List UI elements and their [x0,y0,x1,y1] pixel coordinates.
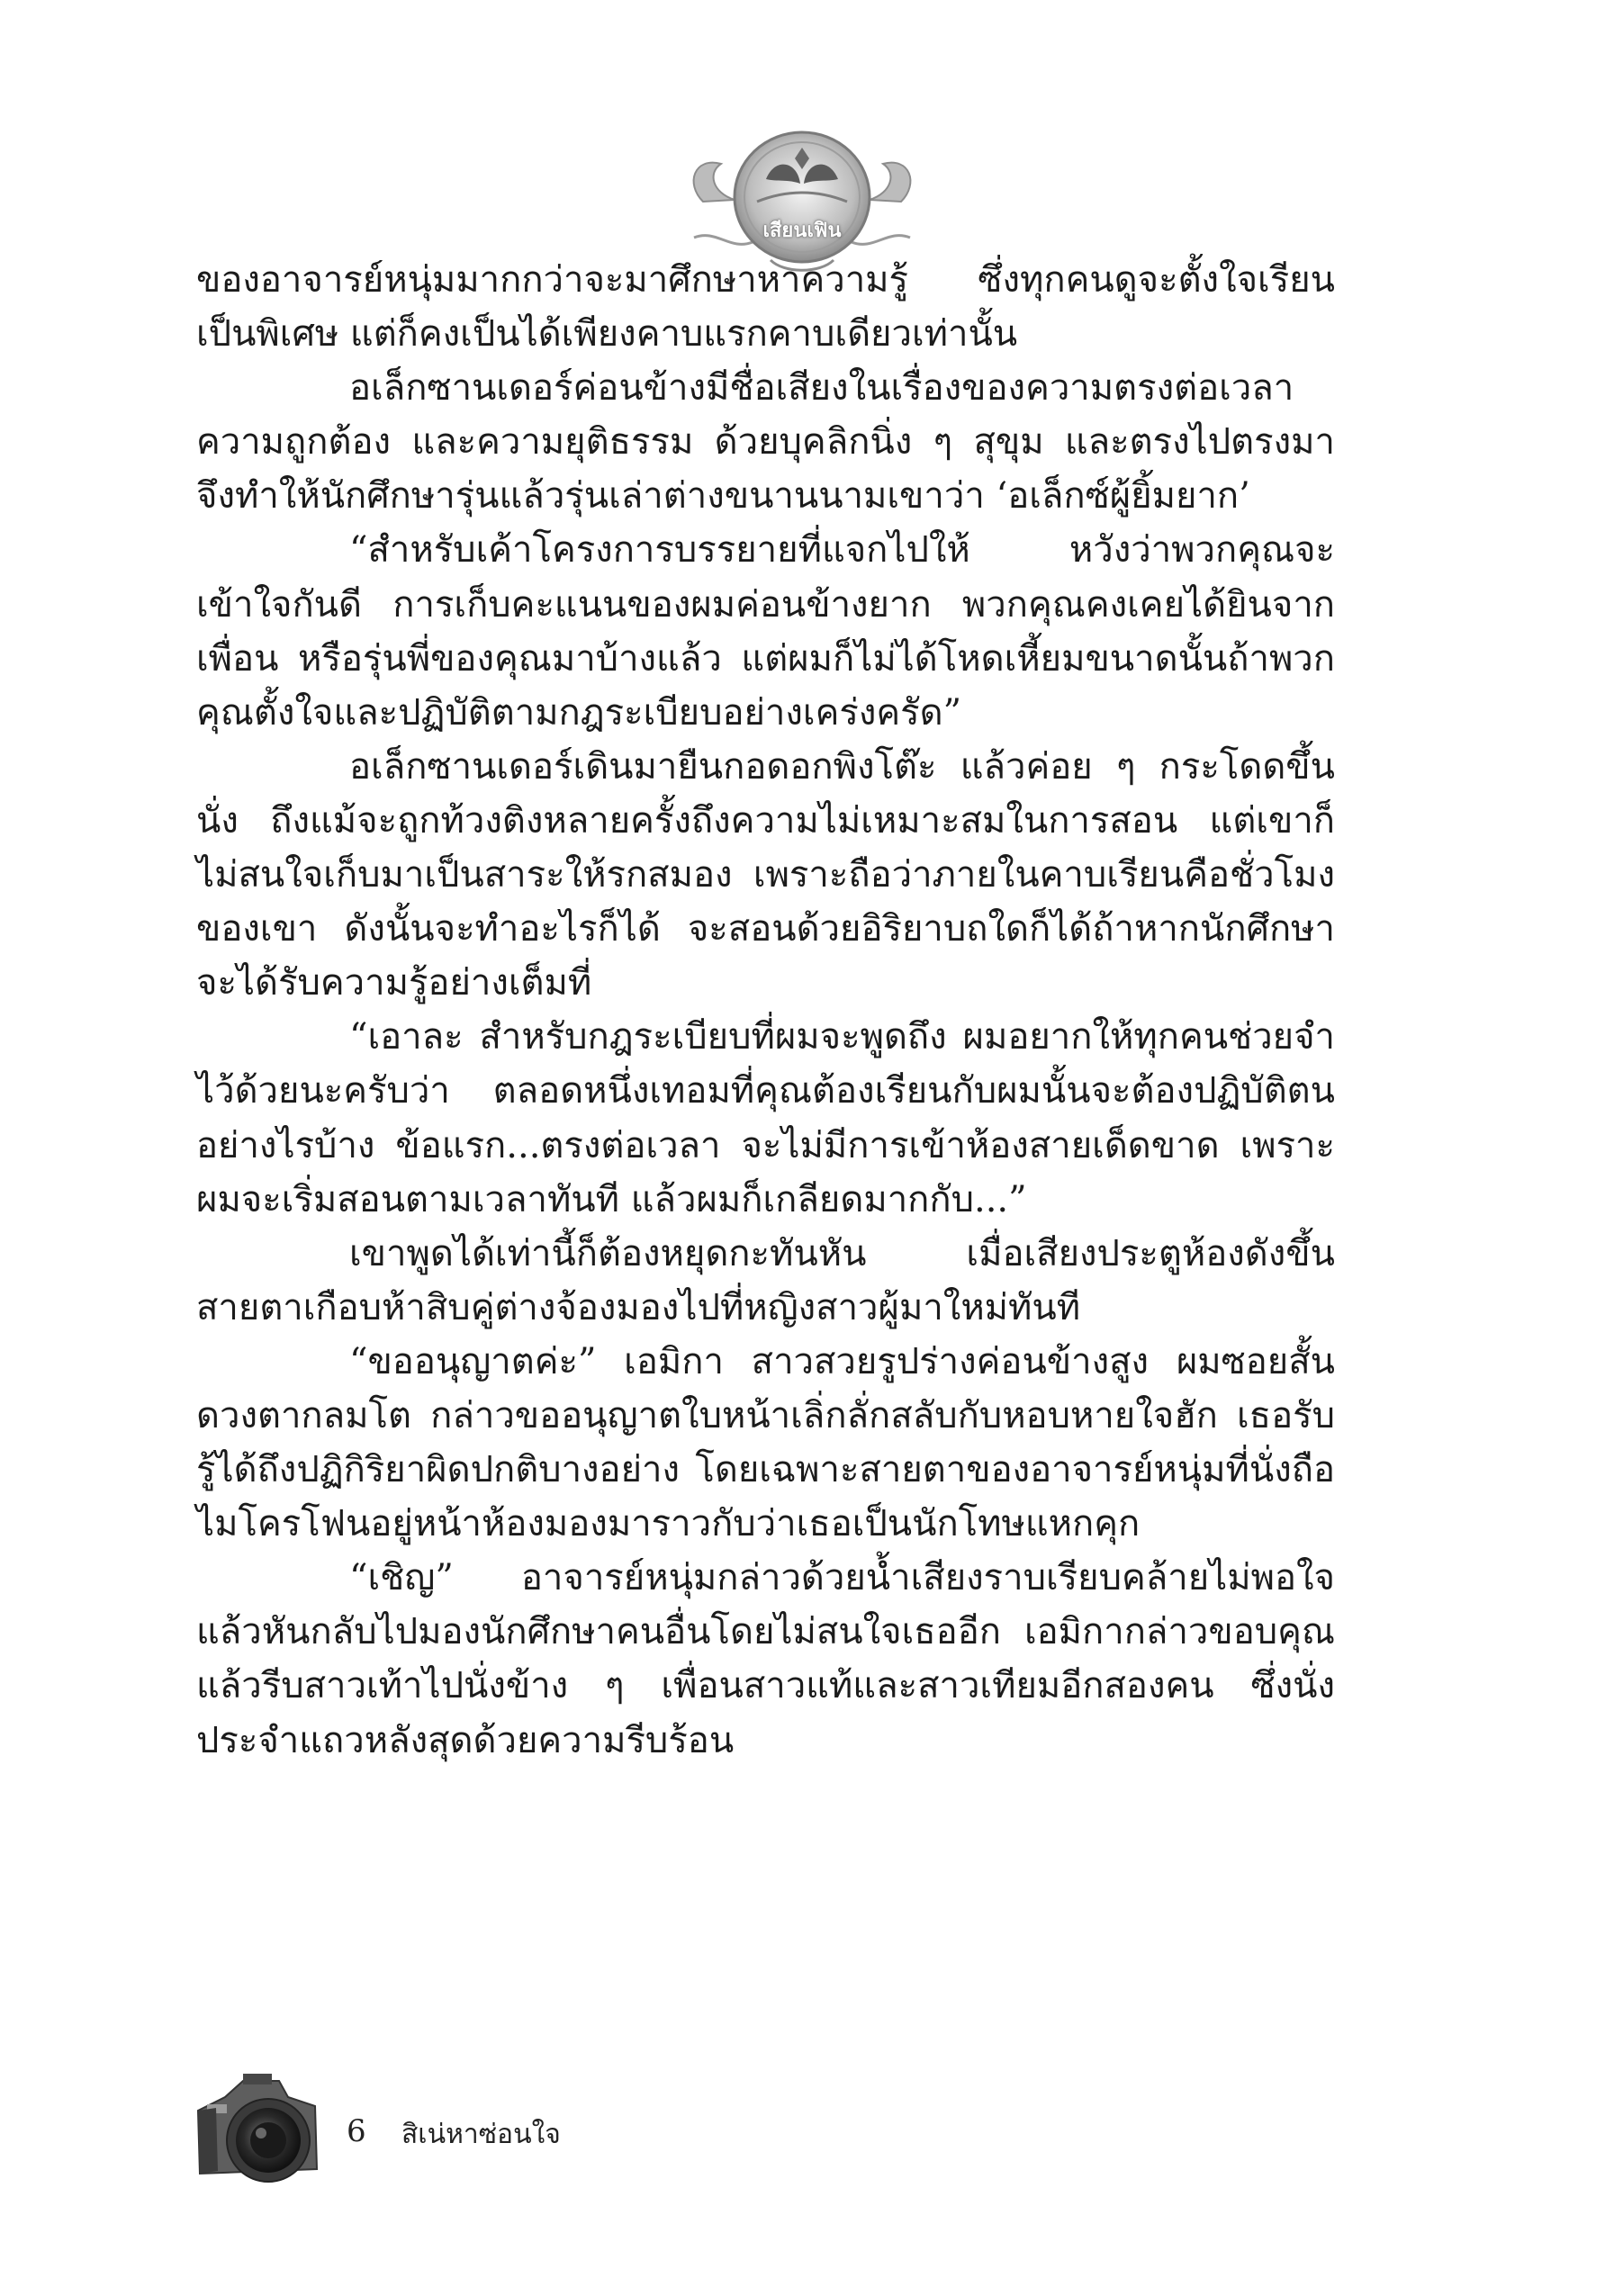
book-title: สิเน่หาซ่อนใจ [401,2119,561,2150]
page-number: 6 [347,2113,366,2149]
page-footer [189,2061,639,2196]
emblem-text: เสียนเฟิน [762,220,842,242]
paragraph-2: อเล็กซานเดอร์ค่อนข้างมีชื่อเสียงในเรื่องของความตรงต่อเวลา ความถูกต้อง และความยุติธรรม ด้วยบุคลิกนิ่ง ๆ สุขุม และตรงไปตรงมา จึงทำให้นักศึกษารุ่นแล้วรุ่นเล่าต่างขนานนามเขาว่า ‘อเล็กซ์ผู้ยิ้มยาก’ [196,367,1335,518]
paragraph-4: อเล็กซานเดอร์เดินมายืนกอดอกพิงโต๊ะ แล้วค่อย ๆ กระโดดขึ้นนั่ง ถึงแม้จะถูกท้วงติงหลายครั้งถึงความไม่เหมาะสมในการสอน แต่เขาก็ไม่สนใจเก็บมาเป็นสาระให้รกสมอง เพราะถือว่าภายในคาบเรียนคือชั่วโมงของเขา ดังนั้นจะทำอะไรก็ได้ จะสอนด้วยอิริยาบถใดก็ได้ถ้าหากนักศึกษาจะได้รับความรู้อย่างเต็มที่ [196,745,1335,1004]
camera-icon [189,2061,324,2196]
footer-camera [189,2061,324,2196]
paragraph-7: “ขออนุญาตค่ะ” เอมิกา สาวสวยรูปร่างค่อนข้างสูง ผมซอยสั้นดวงตากลมโต กล่าวขออนุญาตใบหน้าเลิ่กลั่กสลับกับหอบหายใจฮัก เธอรับรู้ได้ถึงปฏิกิริยาผิดปกติบางอย่าง โดยเฉพาะสายตาของอาจารย์หนุ่มที่นั่งถือไมโครโฟนอยู่หน้าห้องมองมาราวกับว่าเธอเป็นนักโทษแหกคุก [196,1340,1335,1545]
paragraph-6: เขาพูดได้เท่านี้ก็ต้องหยุดกะทันหัน เมื่อเสียงประตูห้องดังขึ้น สายตาเกือบห้าสิบคู่ต่างจ้องมองไปที่หญิงสาวผู้มาใหม่ทันที [196,1232,1335,1328]
paragraph-8: “เชิญ” อาจารย์หนุ่มกล่าวด้วยน้ำเสียงราบเรียบคล้ายไม่พอใจ แล้วหันกลับไปมองนักศึกษาคนอื่นโดยไม่สนใจเธออีก เอมิกากล่าวขอบคุณแล้วรีบสาวเท้าไปนั่งข้าง ๆ เพื่อนสาวแท้และสาวเทียมอีกสองคน ซึ่งนั่งประจำแถวหลังสุดด้วยความรีบร้อน [196,1557,1335,1761]
body-text [196,253,1335,1768]
paragraph-5: “เอาละ สำหรับกฎระเบียบที่ผมจะพูดถึง ผมอยากให้ทุกคนช่วยจำไว้ด้วยนะครับว่า ตลอดหนึ่งเทอมที่คุณต้องเรียนกับผมนั้นจะต้องปฏิบัติตนอย่างไรบ้าง ข้อแรก...ตรงต่อเวลา จะไม่มีการเข้าห้องสายเด็ดขาด เพราะผมจะเริ่มสอนตามเวลาทันที แล้วผมก็เกลียดมากกับ...” [196,1016,1335,1220]
paragraph-1: ของอาจารย์หนุ่มมากกว่าจะมาศึกษาหาความรู้ ซึ่งทุกคนดูจะตั้งใจเรียนเป็นพิเศษ แต่ก็คงเป็นได้เพียงคาบแรกคาบเดียวเท่านั้น [196,259,1335,356]
paragraph-3: “สำหรับเค้าโครงการบรรยายที่แจกไปให้ หวังว่าพวกคุณจะเข้าใจกันดี การเก็บคะแนนของผมค่อนข้างยาก พวกคุณคงเคยได้ยินจากเพื่อน หรือรุ่นพี่ของคุณมาบ้างแล้ว แต่ผมก็ไม่ได้โหดเหี้ยมขนาดนั้นถ้าพวกคุณตั้งใจและปฏิบัติตามกฎระเบียบอย่างเคร่งครัด” [196,529,1335,734]
